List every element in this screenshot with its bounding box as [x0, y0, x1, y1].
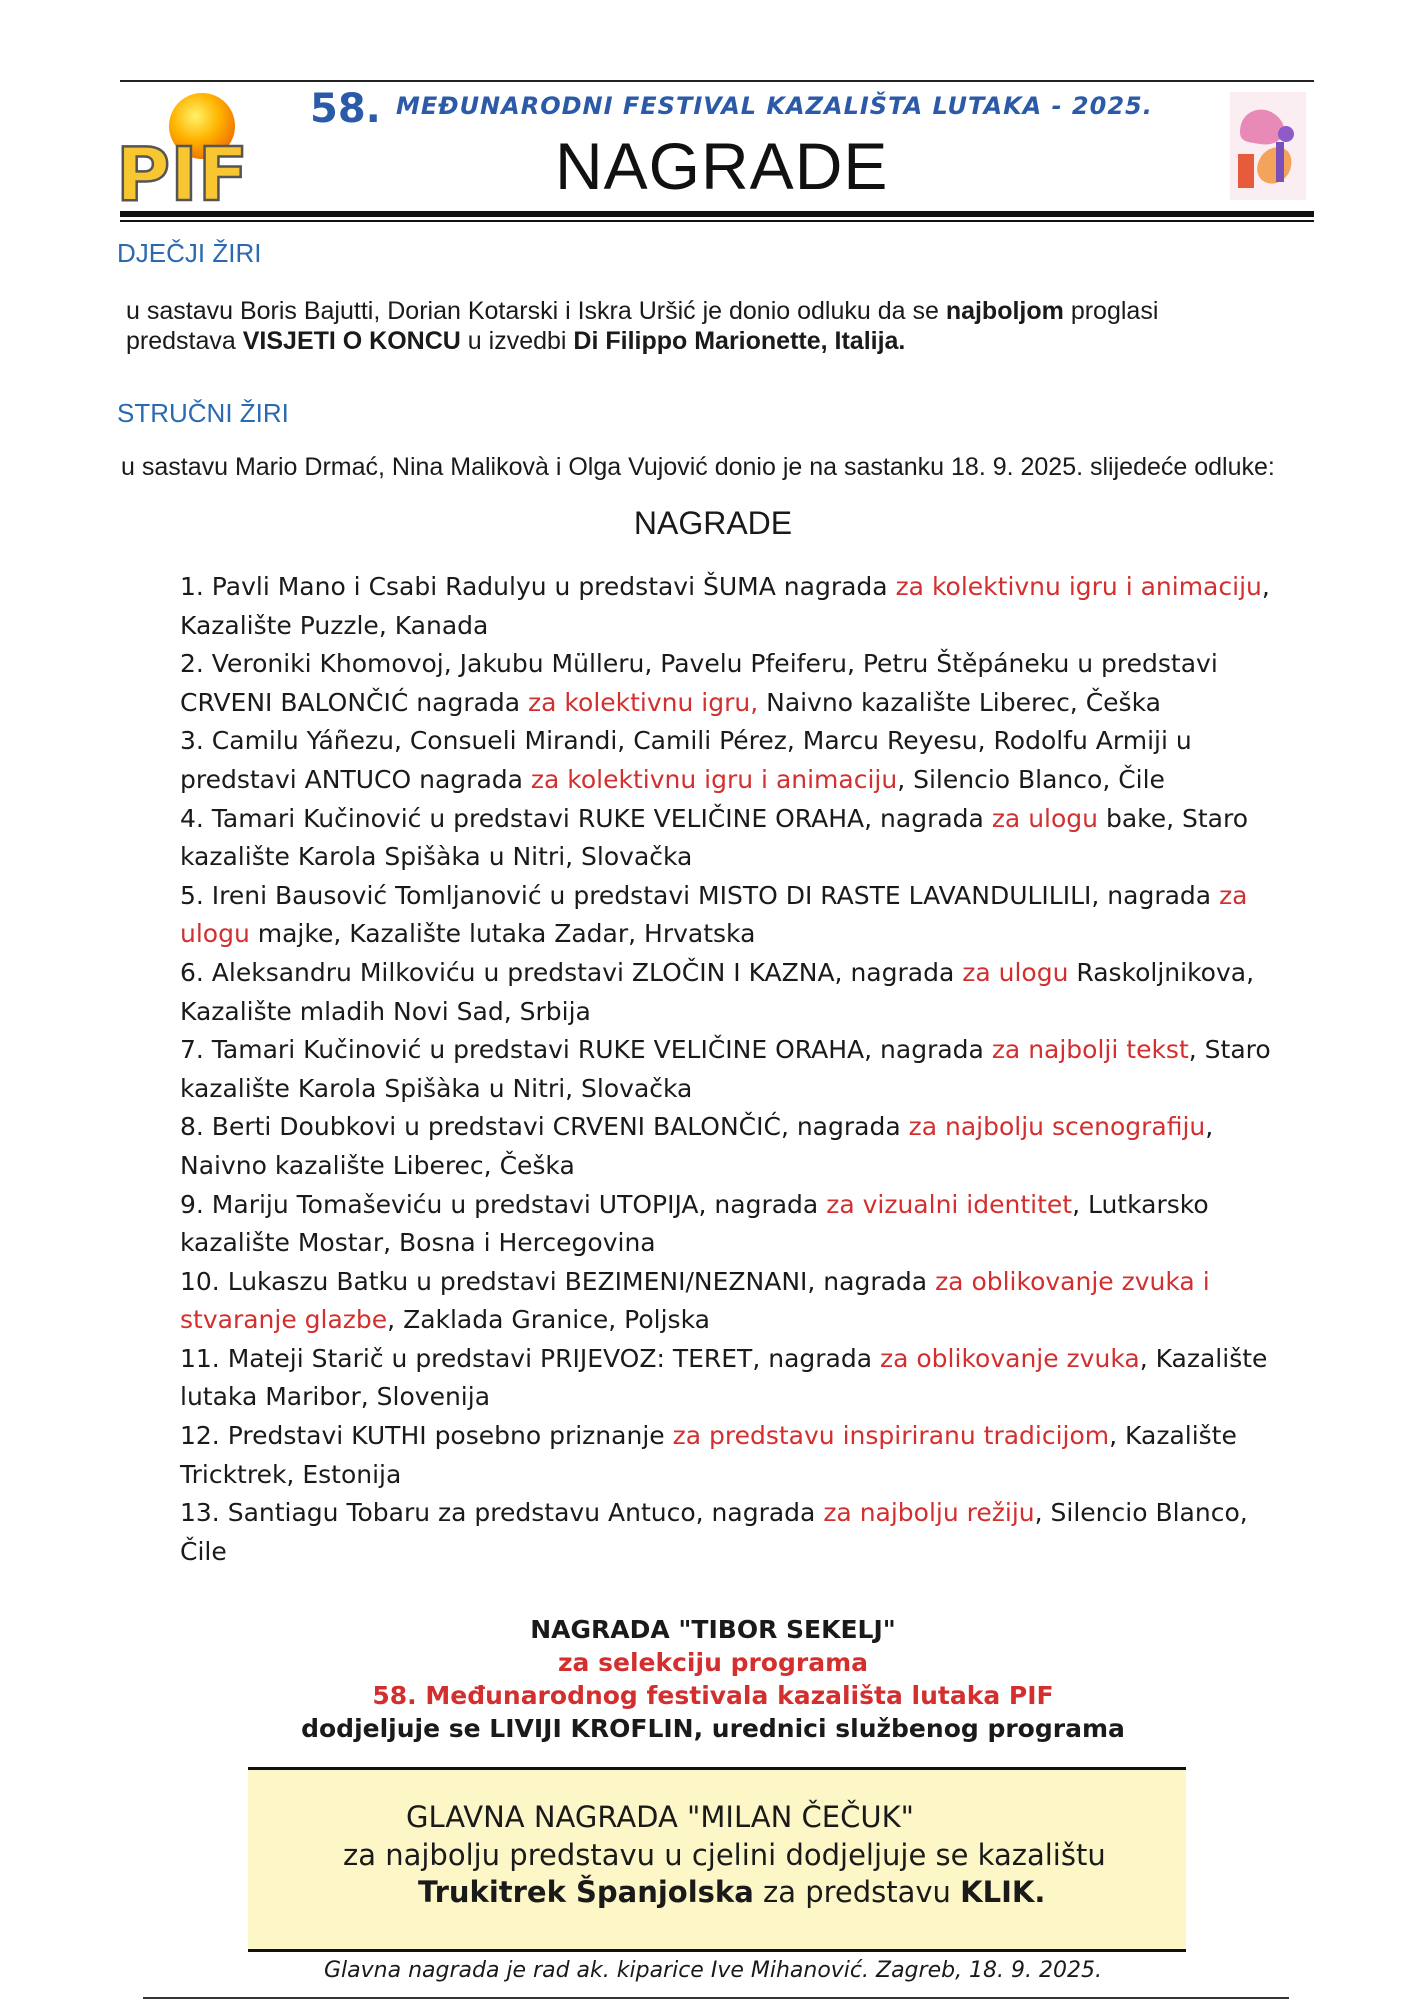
award-item	[180, 1263, 1300, 1340]
pif-logo	[116, 88, 286, 208]
award-line-1: 6. Aleksandru Milkoviću u predstavi ZLOČIN I KAZNA, nagrada za ulogu Raskoljnikova,	[180, 957, 1255, 987]
expert-jury-heading: STRUČNI ŽIRI	[117, 398, 289, 428]
award-item	[180, 645, 1300, 722]
award-item	[180, 722, 1300, 799]
award-line-1: 10. Lukaszu Batku u predstavi BEZIMENI/NEZNANI, nagrada za oblikovanje zvuka i	[180, 1266, 1210, 1296]
award-line-1: 12. Predstavi KUTHI posebno priznanje za predstavu inspiriranu tradicijom, Kazalište	[180, 1421, 1237, 1451]
expert-jury-text: u sastavu Mario Drmać, Nina Malikovà i Olga Vujović donio je na sastanku 18. 9. 2025. slijedeće odluke:	[121, 453, 1275, 481]
childrens-jury-heading: DJEČJI ŽIRI	[117, 238, 262, 268]
award-line-1: 2. Veroniki Khomovoj, Jakubu Mülleru, Pavelu Pfeiferu, Petru Štěpáneku u predstavi	[180, 649, 1218, 679]
award-line-2: lutaka Maribor, Slovenija	[180, 1382, 491, 1412]
award-item	[180, 1108, 1300, 1185]
festival-graphic-logo	[1230, 92, 1306, 200]
award-line-1: 8. Berti Doubkovi u predstavi CRVENI BALONČIĆ, nagrada za najbolju scenografiju,	[180, 1112, 1214, 1142]
main-award-box	[248, 1770, 1186, 1949]
main-award-description: za najbolju predstavu u cjelini dodjeljuje se kazalištu	[343, 1838, 1106, 1872]
award-item	[180, 568, 1300, 645]
award-item	[180, 954, 1300, 1031]
award-item	[180, 1417, 1300, 1494]
award-line-1: 7. Tamari Kučinović u predstavi RUKE VELIČINE ORAHA, nagrada za najbolji tekst, Staro	[180, 1035, 1271, 1065]
award-line-2: kazalište Karola Spišàka u Nitri, Slovačka	[180, 842, 693, 872]
award-line-2: predstavi ANTUCO nagrada za kolektivnu igru i animaciju, Silencio Blanco, Čile	[180, 764, 1165, 794]
award-item	[180, 1031, 1300, 1108]
award-line-1: 9. Mariju Tomaševiću u predstavi UTOPIJA, nagrada za vizualni identitet, Lutkarsko	[180, 1189, 1209, 1219]
award-line-1: 11. Mateji Starič u predstavi PRIJEVOZ: TERET, nagrada za oblikovanje zvuka, Kazalište	[180, 1343, 1268, 1373]
edition-number: 58.	[310, 86, 381, 132]
award-item	[180, 1494, 1300, 1571]
awards-list	[180, 568, 1300, 1571]
award-line-2: Čile	[180, 1536, 227, 1566]
pif-logo-text: PIF	[116, 132, 249, 208]
main-award-bottom-rule	[248, 1949, 1186, 1952]
award-line-1: 3. Camilu Yáñezu, Consueli Mirandi, Camili Pérez, Marcu Reyesu, Rodolfu Armiji u	[180, 726, 1192, 756]
header-top-rule	[120, 80, 1314, 82]
tibor-award-recipient: dodjeljuje se LIVIJI KROFLIN, urednici službenog programa	[301, 1714, 1125, 1743]
award-line-2: Tricktrek, Estonija	[180, 1459, 402, 1489]
award-line-2: Naivno kazalište Liberec, Češka	[180, 1150, 575, 1180]
award-line-1: 1. Pavli Mano i Csabi Radulyu u predstavi ŠUMA nagrada za kolektivnu igru i animaciju,	[180, 572, 1270, 601]
header-thick-rule	[120, 211, 1314, 217]
tibor-award-category: za selekciju programa	[558, 1648, 868, 1677]
footer-rule	[143, 1997, 1289, 1999]
award-line-2: ulogu majke, Kazalište lutaka Zadar, Hrvatska	[180, 919, 756, 949]
main-award-recipient: Trukitrek Španjolska za predstavu KLIK.	[418, 1875, 1046, 1909]
festival-name: MEĐUNARODNI FESTIVAL KAZALIŠTA LUTAKA - 2025.	[396, 92, 1153, 120]
page-title: NAGRADE	[555, 129, 889, 203]
award-line-2: Kazalište Puzzle, Kanada	[180, 610, 489, 640]
award-line-1: 4. Tamari Kučinović u predstavi RUKE VELIČINE ORAHA, nagrada za ulogu bake, Staro	[180, 803, 1249, 833]
award-line-2: CRVENI BALONČIĆ nagrada za kolektivnu igru, Naivno kazalište Liberec, Češka	[180, 687, 1161, 717]
award-line-2: kazalište Karola Spišàka u Nitri, Slovačka	[180, 1073, 693, 1103]
tibor-award-festival: 58. Međunarodnog festivala kazališta lutaka PIF	[372, 1681, 1054, 1710]
awards-title: NAGRADE	[633, 505, 793, 541]
award-item	[180, 877, 1300, 954]
header-thin-rule	[120, 220, 1314, 222]
award-item	[180, 800, 1300, 877]
award-item	[180, 1340, 1300, 1417]
main-award-title: GLAVNA NAGRADA "MILAN ČEČUK"	[406, 1800, 914, 1834]
award-line-2: stvaranje glazbe, Zaklada Granice, Poljska	[180, 1305, 710, 1335]
award-line-2: Kazalište mladih Novi Sad, Srbija	[180, 996, 591, 1026]
award-line-2: kazalište Mostar, Bosna i Hercegovina	[180, 1228, 656, 1258]
award-item	[180, 1186, 1300, 1263]
footer-note: Glavna nagrada je rad ak. kiparice Ive Mihanović. Zagreb, 18. 9. 2025.	[323, 1958, 1102, 1983]
childrens-jury-text: u sastavu Boris Bajutti, Dorian Kotarski i Iskra Uršić je donio odluku da se najboljom proglasi predstava VISJETI O KONCU u izvedbi Di Filippo Marionette, Italija.	[126, 297, 1159, 355]
award-line-1: 13. Santiagu Tobaru za predstavu Antuco, nagrada za najbolju režiju, Silencio Blanco,	[180, 1498, 1248, 1528]
award-line-1: 5. Ireni Bausović Tomljanović u predstavi MISTO DI RASTE LAVANDULILILI, nagrada za	[180, 880, 1248, 910]
tibor-award-title: NAGRADA "TIBOR SEKELJ"	[530, 1615, 896, 1644]
